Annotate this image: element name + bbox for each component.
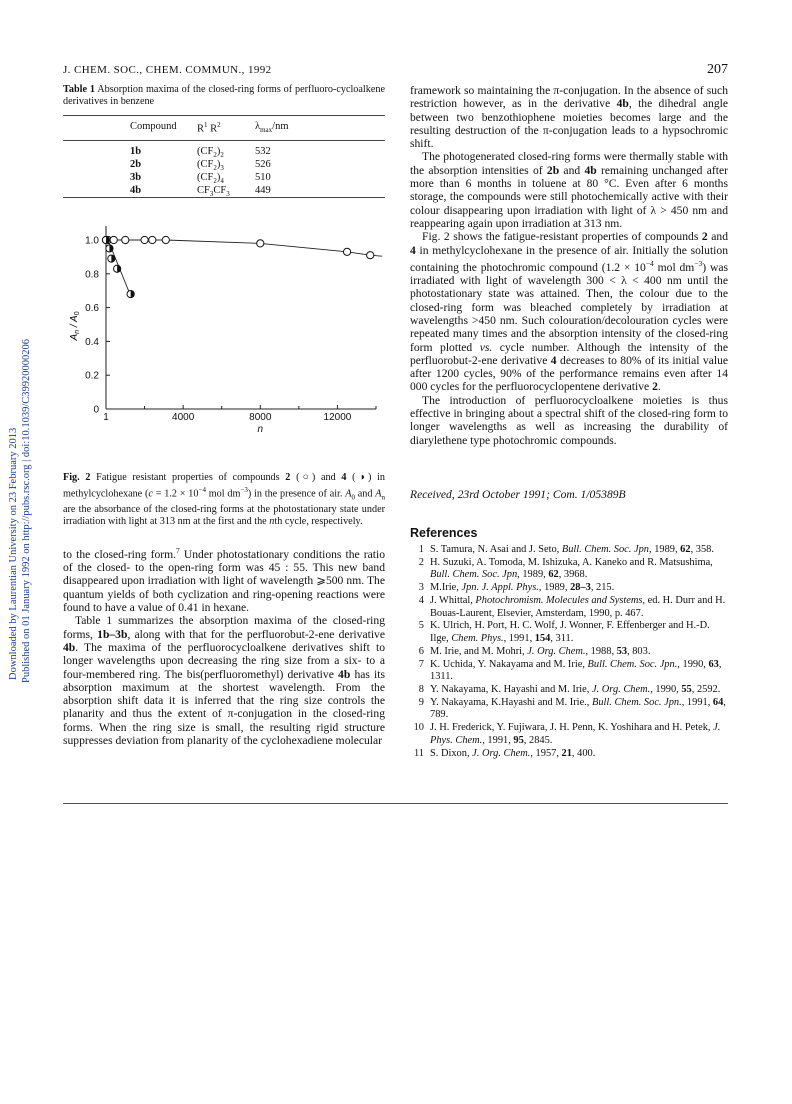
table1-label: Table 1 — [63, 84, 95, 95]
fig2-a0: A — [345, 488, 352, 500]
y-tick-label: 0.6 — [85, 303, 99, 315]
table1-caption — [63, 84, 385, 108]
row-lambda: 449 — [255, 185, 271, 197]
table-row — [130, 159, 271, 172]
row-compound: 2b — [130, 159, 142, 171]
row-group: $(CF_2)_2$ — [197, 146, 224, 160]
row-lambda: 510 — [255, 172, 271, 184]
fig2-text-h: th cycle, respectively. — [274, 516, 363, 528]
published-line: Published on 01 January 1992 on http://pubs.rsc.org | doi:10.1039/C39920000206 — [21, 338, 32, 683]
fig2-half-symbol: (◑) — [352, 472, 372, 483]
left-body — [63, 544, 385, 747]
left-paragraph-2: Table 1 summarizes the absorption maxima of the closed-ring forms, 1b–3b, along with that for the perfluorobut-2-ene derivative 4b. The maxima of the perfluorocycloalkene derivatives shift to longer wavelengths upon decreasing the ring size from a six- to a four-membered ring. The bis(perfluoromethyl) derivative 4b has its absorption maximum at the shortest wavelength. From the absorption shift data it is inferred that the ring size controls the planarity and thus the extent of π-conjugation in the closed-ring forms. When the ring size is small, the resulting rigid structure suppresses deviation from planarity of the cyclohexadiene molecular — [63, 614, 386, 748]
download-line: Downloaded by Laurentian University on 23 February 2013 — [8, 427, 19, 680]
right-body — [410, 84, 728, 447]
row-lambda: 526 — [255, 159, 271, 171]
y-tick-label: 0.4 — [85, 336, 99, 348]
fig2-open-symbol: (○) — [296, 472, 316, 483]
table-row — [130, 172, 271, 185]
fig2-text-d: mol dm — [205, 488, 241, 500]
reference-item: 5 K. Ulrich, H. Port, H. C. Wolf, J. Wonner, F. Effenberger and H.-D. Ilge, Chem. Phys., 1991, 154, 311. — [418, 620, 710, 644]
reference-item: 2 H. Suzuki, A. Tomoda, M. Ishizuka, A. Kaneko and R. Matsushima, Bull. Chem. Soc. Jpn, 1989, 62, 3968. — [418, 556, 713, 581]
fig2-caption — [63, 472, 385, 528]
fig2-nth: n — [269, 516, 275, 528]
open-circle-point — [110, 236, 117, 243]
fig2-chart — [63, 222, 385, 467]
fig2-compound-2: 2 — [285, 472, 291, 483]
table1-rows — [130, 146, 271, 198]
reference-item: 8 Y. Nakayama, K. Hayashi and M. Irie, J. Org. Chem., 1990, 55, 2592. — [418, 683, 721, 695]
fig2-text-c: = 1.2 × 10 — [152, 488, 199, 500]
fig2-compound-4: 4 — [341, 472, 347, 483]
reference-item: 7 K. Uchida, Y. Nakayama and M. Irie, Bull. Chem. Soc. Jpn., 1990, 63, 1311. — [418, 658, 722, 683]
open-circle-point — [162, 236, 169, 243]
fig2-exp2: −3 — [240, 486, 248, 495]
fig2-label: Fig. 2 — [63, 472, 91, 483]
open-circle-point — [257, 240, 264, 247]
open-circle-point — [141, 236, 148, 243]
row-group: $(CF_2)_3$ — [197, 159, 224, 173]
table-row — [130, 146, 271, 159]
row-compound: 3b — [130, 172, 142, 184]
row-compound: 4b — [130, 185, 142, 197]
x-tick-label: 12000 — [323, 412, 352, 423]
reference-item: 9 Y. Nakayama, K.Hayashi and M. Irie., Bull. Chem. Soc. Jpn., 1991, 64, 789. — [418, 696, 726, 721]
running-head: J. CHEM. SOC., CHEM. COMMUN., 1992 — [63, 64, 272, 76]
table-header-row — [130, 121, 289, 135]
received-line: Received, 23rd October 1991; Com. 1/05389B — [410, 488, 626, 501]
y-axis-label: $A_n / A_0$ — [69, 311, 81, 341]
x-tick-label: 1 — [103, 412, 109, 423]
reference-item: 4 J. Whittal, Photochromism. Molecules and Systems, ed. H. Durr and H. Bouas-Laurent, Elsevier, Amsterdam, 1990, p. 467. — [418, 595, 726, 619]
reference-item: 6 M. Irie, and M. Mohri, J. Org. Chem., 1988, 53, 803. — [418, 645, 651, 657]
references-heading: References — [410, 526, 478, 540]
table-mid-rule — [63, 140, 385, 141]
reference-item: 10 J. H. Frederick, Y. Fujiwara, J. H. Penn, K. Yoshihara and H. Petek, J. Phys. Chem., 1991, 95, 2845. — [413, 722, 721, 746]
right-paragraph-2: The photogenerated closed-ring forms were thermally stable with the absorption intensities of 2b and 4b remaining unchanged after more than 6 months in toluene at 80 °C. Even after 6 months storage, the compounds were still photochemically active with their colour disappearing upon irradiation with light of λ > 450 nm and reappearing again upon irradiation at 313 nm. — [410, 150, 728, 230]
fig2-text-f: and — [357, 488, 373, 500]
table1-body — [130, 146, 271, 198]
open-circle-point — [343, 248, 350, 255]
y-tick-label: 0 — [93, 404, 99, 416]
chart-root — [69, 226, 382, 435]
header-lambda: $\lambda_{max}/nm$ — [255, 121, 289, 135]
fig2-text-a: Fatigue resistant properties of compounds — [96, 472, 280, 483]
fig2-text-g: are the absorbance of the closed-ring forms at the photostationary state under irradiation with light at 313 nm at the first and the — [63, 503, 385, 528]
right-paragraph-4: The introduction of perfluorocycloalkene moieties is thus effective in bringing about a spectral shift of the closed-ring form to longer wavelengths as well as increasing the durability of diarylethene type photochromic compounds. — [410, 393, 728, 447]
row-group: $(CF_2)_4$ — [197, 172, 224, 186]
header-r1r2: $R^1$ $R^2$ — [197, 121, 221, 135]
fig2-exp1: −4 — [198, 486, 206, 495]
y-tick-label: 0.2 — [85, 370, 99, 382]
bottom-rule — [63, 803, 728, 804]
open-circle-point — [367, 252, 374, 259]
row-compound: 1b — [130, 146, 142, 157]
references-list — [410, 544, 728, 760]
table1-grid — [130, 121, 289, 135]
reference-item: 1 S. Tamura, N. Asai and J. Seto, Bull. Chem. Soc. Jpn, 1989, 62, 358. — [418, 544, 714, 555]
x-tick-label: 4000 — [172, 412, 195, 423]
x-axis-label: n — [257, 424, 264, 435]
row-lambda: 532 — [255, 146, 271, 157]
table-top-rule — [63, 115, 385, 116]
right-paragraph-1: framework so maintaining the π-conjugation. In the absence of such restriction however, as in the derivative 4b, the dihedral angle between two benzothiophene moieties becomes large and the resulting destruction of the π-conjugation leads to a hypsochromic shift. — [410, 84, 728, 151]
page-number: 207 — [707, 62, 728, 77]
fig2-an-sub: n — [381, 493, 385, 502]
open-circle-point — [149, 236, 156, 243]
fig2-an: A — [375, 488, 382, 500]
header-compound: Compound — [130, 121, 177, 132]
open-circle-point — [122, 236, 129, 243]
fig2-text-e: ) in the presence of air. — [247, 488, 343, 500]
reference-item: 3 M.Irie, Jpn. J. Appl. Phys., 1989, 28–3, 215. — [418, 582, 615, 594]
reference-item: 11 S. Dixon, J. Org. Chem., 1957, 21, 400. — [413, 747, 596, 759]
left-paragraph-1: to the closed-ring form.$^7$ Under photostationary conditions the ratio of the closed- to the open-ring form was 45 : 55. This new band disappeared upon irradiation with light of wavelength ⩾500 nm. The quantum yields of both cyclization and ring-opening reactions were found to have a value of 0.41 in hexane. — [63, 546, 386, 615]
row-group: $CF_3CF_3$ — [197, 185, 230, 199]
table1-caption-text: Absorption maxima of the closed-ring forms of perfluoro-cycloalkene derivatives in benzene — [63, 84, 385, 108]
fig2-c: c — [148, 488, 153, 500]
table1 — [130, 121, 360, 135]
x-tick-label: 8000 — [249, 412, 272, 423]
y-tick-label: 1.0 — [85, 235, 99, 247]
fig2-a0-sub: 0 — [351, 493, 355, 502]
table-bottom-rule — [63, 197, 385, 198]
right-paragraph-3: Fig. 2 shows the fatigue-resistant properties of compounds 2 and 4 in methylcyclohexane in the presence of air. Initially the solution containing the photochromic compound ($1.2 \times 10^{-4}$ mol $dm^{-3}$) was irradiated with light of wavelength 300 < λ < 400 nm until the photostationary state was attained. Then, the colour due to the closed-ring form was bleached completely by irradiation at wavelengths >450 nm. Such colouration/decolouration cycles were repeated many times and the absorption intensity of the closed-ring form plotted vs. cycle number. Although the intensity of the perfluorobut-2-ene derivative 4 decreases to 80% of its initial value after 1200 cycles, 90% of the performance remains even after 14 000 cycles for the perfluorocyclopentene derivative 2. — [410, 230, 729, 394]
fig2-text-b: in methylcyclohexane ( — [63, 472, 386, 500]
download-watermark — [2, 260, 32, 683]
y-tick-label: 0.8 — [85, 269, 99, 281]
fig2-and: and — [320, 472, 336, 483]
